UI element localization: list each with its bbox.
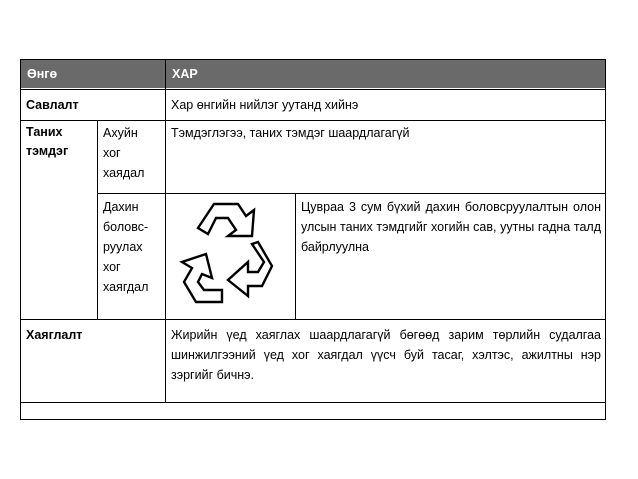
color-label: Өнгө <box>27 67 58 81</box>
recyclable-waste-value: Цувраа 3 сум бүхий дахин боловсруулалтын олон улсын таних тэмдгийг хогийн сав, уутны гадна талд байрлуулна <box>301 200 601 254</box>
identification-label: Таних тэмдэг <box>26 125 69 158</box>
labeling-value: Жирийн үед хаяглах шаардлагагүй бөгөөд зарим төрлийн судалгаа шинжилгээний үед хог хаягдал үүсч буй тасаг, хэлтэс, ажилтны нэр зэргийг бичнэ. <box>171 328 601 382</box>
household-waste-label: Ахуйн хог хаядал <box>103 126 145 180</box>
recycle-icon <box>172 196 290 312</box>
row-divider <box>21 402 606 403</box>
column-divider <box>97 120 98 319</box>
row-divider <box>21 319 606 320</box>
storage-value: Хар өнгийн нийлэг уутанд хийнэ <box>171 98 359 112</box>
row-divider <box>97 193 606 194</box>
recyclable-waste-label: Дахин боловс- руулах хог хаягдал <box>103 200 149 294</box>
row-divider <box>21 120 606 121</box>
row-divider <box>21 89 606 90</box>
column-divider <box>295 193 296 319</box>
header-value-cell <box>166 60 605 88</box>
column-divider <box>165 60 166 402</box>
color-value: ХАР <box>172 67 198 81</box>
header-label-cell <box>21 60 165 88</box>
household-waste-value: Тэмдэглэгээ, таних тэмдэг шаардлагагүй <box>171 126 410 140</box>
labeling-label: Хаяглалт <box>26 328 83 342</box>
storage-label: Савлалт <box>26 98 79 112</box>
